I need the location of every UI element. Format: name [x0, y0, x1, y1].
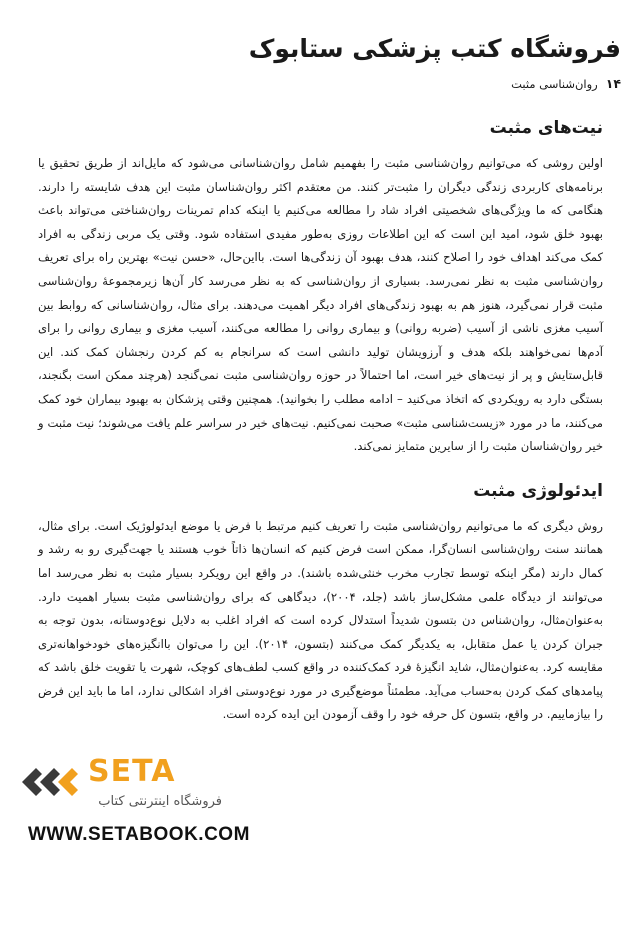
page-header — [40, 34, 621, 91]
watermark-logo-text: SETA — [88, 754, 176, 789]
section-positive-intentions — [38, 118, 603, 459]
store-title: فروشگاه کتب پزشکی ستابوک — [248, 34, 621, 63]
running-head-title: روان‌شناسی مثبت — [511, 76, 598, 91]
page-number: ۱۴ — [605, 76, 621, 91]
watermark-logo — [18, 752, 318, 824]
section-heading: نیت‌های مثبت — [489, 118, 603, 138]
section-paragraph: اولین روشی که می‌توانیم روان‌شناسی مثبت را بفهمیم شامل روان‌شناسانی می‌شود که مایل‌اند از طریق تحقیق یا برنامه‌های کاربردی زندگی دیگران را مثبت‌تر کنند. من معتقدم اکثر روان‌شناسان مثبت این هدف شایسته را دارند. هنگامی که ما ویژگی‌های شخصیتی افراد شاد را مطالعه می‌کنیم یا اینکه کدام تمرینات روان‌شناختی می‌تواند باعث بهبود خلق شود، امید این است که این اطلاعات روزی به‌طور مفیدی استفاده شود. وقتی یک مربی زندگی به افراد کمک می‌کند اهداف خود را اصلاح کنند، هدف بهبود آن زندگی‌ها است. بااین‌حال، «حسن نیت» بهترین راه برای تعریف روان‌شناسی مثبت به نظر نمی‌رسد. بسیاری از روان‌شناسی که به نظر می‌رسد کار آن‌ها زیرمجموعهٔ روان‌شناسی مثبت قرار نمی‌گیرد، هنوز هم به بهبود زندگی‌های افراد دیگر اهمیت می‌دهند. برای مثال، روان‌شناسانی که روابط بین آسیب مغزی ناشی از آسیب (ضربه روانی) و بیماری روانی را مطالعه می‌کنند، آسیب مغزی و بیماری روانی را برای آدم‌ها نمی‌خواهند بلکه هدف و آرزویشان تولید دانشی است که سرانجام به کم کردن رنجشان کمک کند. این قابل‌ستایش و پر از نیت‌های خیر است، اما احتمالاً در حوزه روان‌شناسی مثبت نمی‌گنجد (هرچند ممکن است بگنجند، بستگی دارد به رویکردی که اتخاذ می‌کنید – ادامه مطلب را بخوانید). همچنین وقتی پزشکان به بهبود بیماران خود کمک می‌کنند، ما در مورد «زیست‌شناسی مثبت» صحبت نمی‌کنیم. نیت‌های خیر در سراسر علم یافت می‌شوند؛ نیت مثبت و خیر روان‌شناسان مثبت را از سایرین متمایز نمی‌کند. — [38, 156, 603, 454]
section-heading: ایدئولوژی مثبت — [473, 480, 603, 501]
watermark-url: WWW.SETABOOK.COM — [28, 824, 250, 845]
section-paragraph: روش دیگری که ما می‌توانیم روان‌شناسی مثبت را تعریف کنیم مرتبط با فرض یا موضع ایدئولوژیک است. برای مثال، همانند سنت روان‌شناسی انسان‌گرا، ممکن است فرض کنیم که انسان‌ها ذاتاً خوب هستند یا جهت‌گیری رو به رشد و کمال دارند (مگر اینکه توسط تجارب مخرب خنثی‌شده باشند). در واقع این رویکرد بسیار مثبت به نظر می‌رسد اما می‌توانند از دیدگاه علمی مشکل‌ساز باشد (جلد، ۲۰۰۴)، دیدگاهی که برای روان‌شناسی مثبت بسیار اهمیت دارد. به‌عنوان‌مثال، روان‌شناس دن بتسون شدیداً استدلال کرده است که افراد اغلب به دلایل نوع‌دوستانه، بدون توجه به جبران کردن یا عمل متقابل، به یکدیگر کمک می‌کنند (بتسون، ۲۰۱۴). این را می‌توان باانگیزه‌های خودخواهانه‌تری مقایسه کرد. به‌عنوان‌مثال، شاید انگیزهٔ فرد کمک‌کننده در واقع کسب لطف‌های کوچک، شهرت یا تقویت خلق باشد که پیامدهای کمک کردن به‌حساب می‌آید. مطمئناً موضع‌گیری در مورد نوع‌دوستی افراد اشکالی ندارد، اما ما باید این فرض را بیازماییم. در واقع، بتسون کل حرفه خود را وقف آزمودن این ایده کرده است. — [38, 518, 603, 722]
watermark-tagline: فروشگاه اینترنتی کتاب — [98, 794, 222, 809]
running-head — [40, 76, 621, 91]
section-positive-ideology — [38, 481, 603, 727]
page-content — [38, 112, 603, 727]
setabook-logo-icon — [18, 752, 82, 812]
